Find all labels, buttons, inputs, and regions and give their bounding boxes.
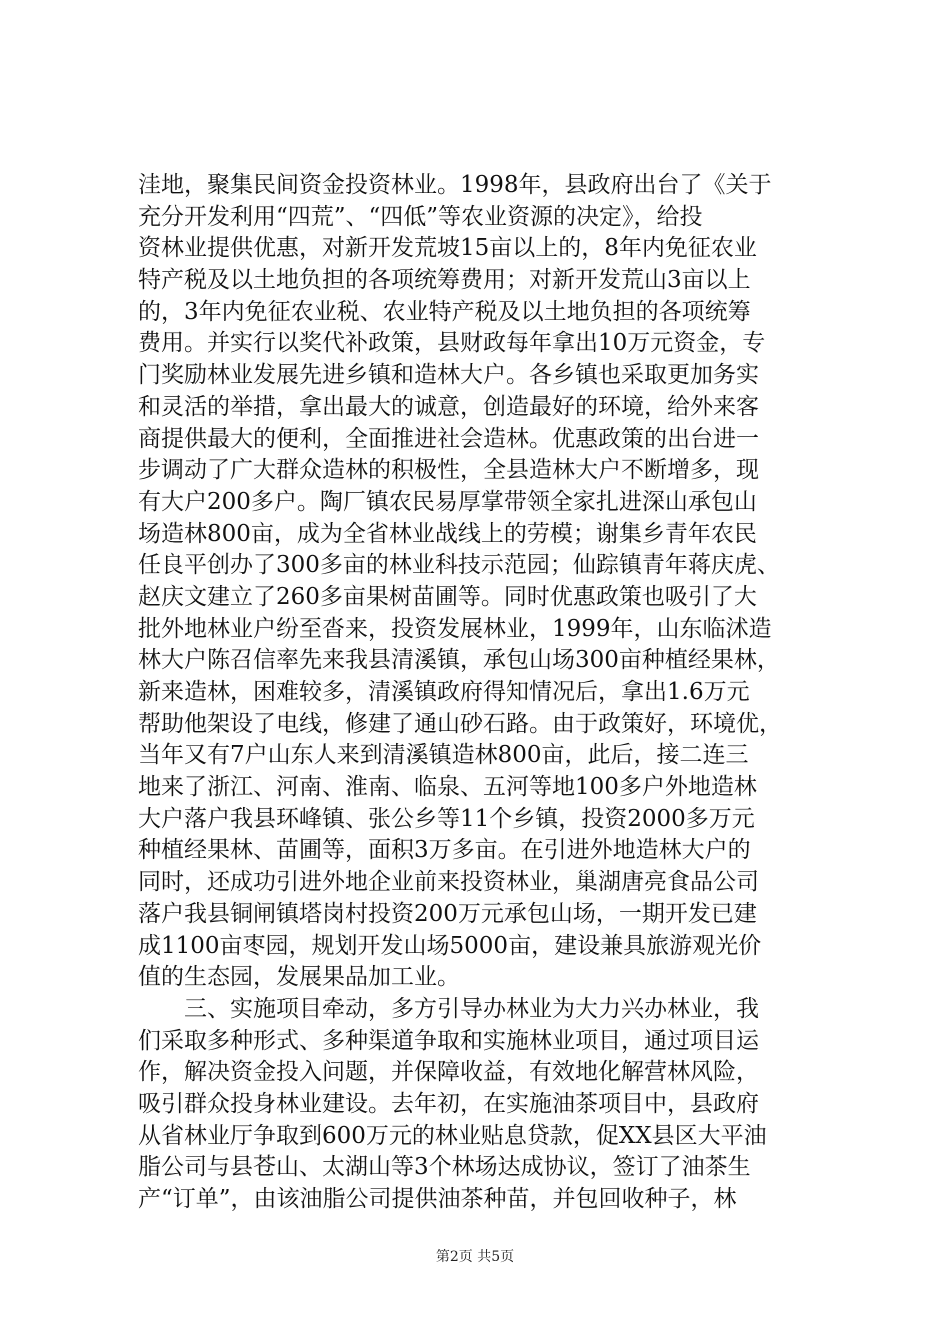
text-line: 赵庆文建立了260多亩果树苗圃等。同时优惠政策也吸引了大 [138, 583, 757, 610]
text-line: 批外地林业户纷至沓来，投资发展林业，1999年，山东临沭造 [138, 615, 772, 642]
text-line: 步调动了广大群众造林的积极性，全县造林大户不断增多，现 [138, 457, 759, 484]
text-line: 从省林业厅争取到600万元的林业贴息贷款，促XX县区大平油 [138, 1122, 767, 1149]
text-line: 费用。并实行以奖代补政策，县财政每年拿出10万元资金，专 [138, 330, 766, 357]
text-line: 三、实施项目牵动，多方引导办林业为大力兴办林业，我 [138, 995, 759, 1022]
body-text [138, 170, 838, 1216]
text-line: 成1100亩枣园，规划开发山场5000亩，建设兼具旅游观光价 [138, 932, 762, 959]
text-line: 大户落户我县环峰镇、张公乡等11个乡镇，投资2000多万元 [138, 805, 755, 832]
text-line: 同时，还成功引进外地企业前来投资林业，巢湖唐亮食品公司 [138, 869, 759, 896]
text-line: 种植经果林、苗圃等，面积3万多亩。在引进外地造林大户的 [138, 837, 751, 864]
text-line: 落户我县铜闸镇塔岗村投资200万元承包山场，一期开发已建 [138, 900, 757, 927]
text-line: 地来了浙江、河南、淮南、临泉、五河等地100多户外地造林 [138, 774, 757, 801]
text-line: 资林业提供优惠，对新开发荒坡15亩以上的，8年内免征农业 [138, 235, 757, 262]
text-line: 场造林800亩，成为全省林业战线上的劳模；谢集乡青年农民 [138, 520, 757, 547]
text-line: 脂公司与县苍山、太湖山等3个林场达成协议，签订了油茶生 [138, 1154, 751, 1181]
text-line: 任良平创办了300多亩的林业科技示范园；仙踪镇青年蒋庆虎、 [138, 552, 780, 579]
text-line: 商提供最大的便利，全面推进社会造林。优惠政策的出台进一 [138, 425, 759, 452]
text-line: 当年又有7户山东人来到清溪镇造林800亩，此后，接二连三 [138, 742, 749, 769]
text-line: 充分开发利用“四荒”、“四低”等农业资源的决定》，给投 [138, 203, 703, 230]
page-footer: 第2页 共5页 [435, 1249, 515, 1265]
text-line: 吸引群众投身林业建设。去年初，在实施油茶项目中，县政府 [138, 1090, 759, 1117]
text-line: 特产税及以土地负担的各项统筹费用；对新开发荒山3亩以上 [138, 267, 751, 294]
text-line: 和灵活的举措，拿出最大的诚意，创造最好的环境，给外来客 [138, 393, 759, 420]
text-line: 帮助他架设了电线，修建了通山砂石路。由于政策好，环境优， [138, 710, 782, 737]
text-line: 林大户陈召信率先来我县清溪镇，承包山场300亩种植经果林， [138, 647, 780, 674]
text-line: 新来造林，困难较多，清溪镇政府得知情况后，拿出1.6万元 [138, 679, 750, 705]
text-line: 的，3年内免征农业税、农业特产税及以土地负担的各项统筹 [138, 298, 751, 325]
text-line: 作，解决资金投入问题，并保障收益，有效地化解营林风险， [138, 1059, 759, 1086]
text-line: 洼地，聚集民间资金投资林业。1998年，县政府出台了《关于 [138, 172, 772, 198]
text-line: 门奖励林业发展先进乡镇和造林大户。各乡镇也采取更加务实 [138, 362, 759, 389]
text-line: 们采取多种形式、多种渠道争取和实施林业项目，通过项目运 [138, 1027, 759, 1054]
text-line: 有大户200多户。陶厂镇农民易厚掌带领全家扎进深山承包山 [138, 488, 757, 515]
text-line: 产“订单”，由该油脂公司提供油茶种苗，并包回收种子，林 [138, 1186, 737, 1212]
text-line: 值的生态园，发展果品加工业。 [138, 964, 460, 991]
